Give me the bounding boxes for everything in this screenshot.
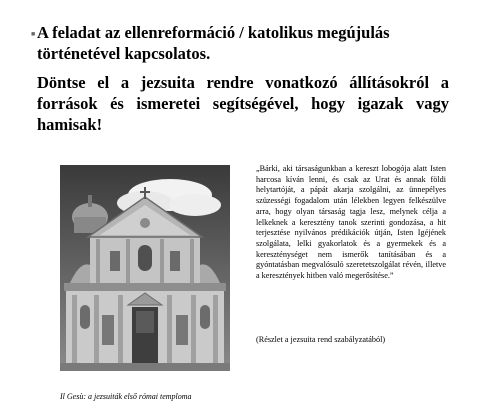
church-facade-photo <box>60 165 230 371</box>
bullet-icon: ■ <box>31 30 36 38</box>
figure-caption: Il Gesù: a jezsuiták első római temploma <box>60 392 192 401</box>
task-intro: A feladat az ellenreformáció / katolikus megújulás történetével kapcsolatos. <box>37 23 390 63</box>
quote-source: (Részlet a jezsuita rend szabályzatából) <box>256 335 386 344</box>
source-quote: „Bárki, aki társaságunkban a kereszt lobogója alatt Isten harcosa kíván lenni, és csak az Urat és annak földi helytartóját, a pápát akarja szolgálni, az ünnepélyes szüzességi fogadalom után lélekben legyen felkészülve arra, hogy olyan társaság tagja lesz, melynek célja a lelkeknek a keresztény tanok szerinti gondozása, a hit terjesztése nyilvános prédikációk útján, Isten Igéjének szolgálata, lelki gyakorlatok és a gyermekek és a kereszténységet nem ismerők tanításában és a gyóntatásban megvalósuló szeretetszolgálat révén, illetve a keresztények hitben való megerősítése.” <box>256 164 446 281</box>
task-instruction: Döntse el a jezsuita rendre vonatkozó állításokról a források és ismeretei segítségével, hogy igazak vagy hamisak! <box>37 73 449 134</box>
